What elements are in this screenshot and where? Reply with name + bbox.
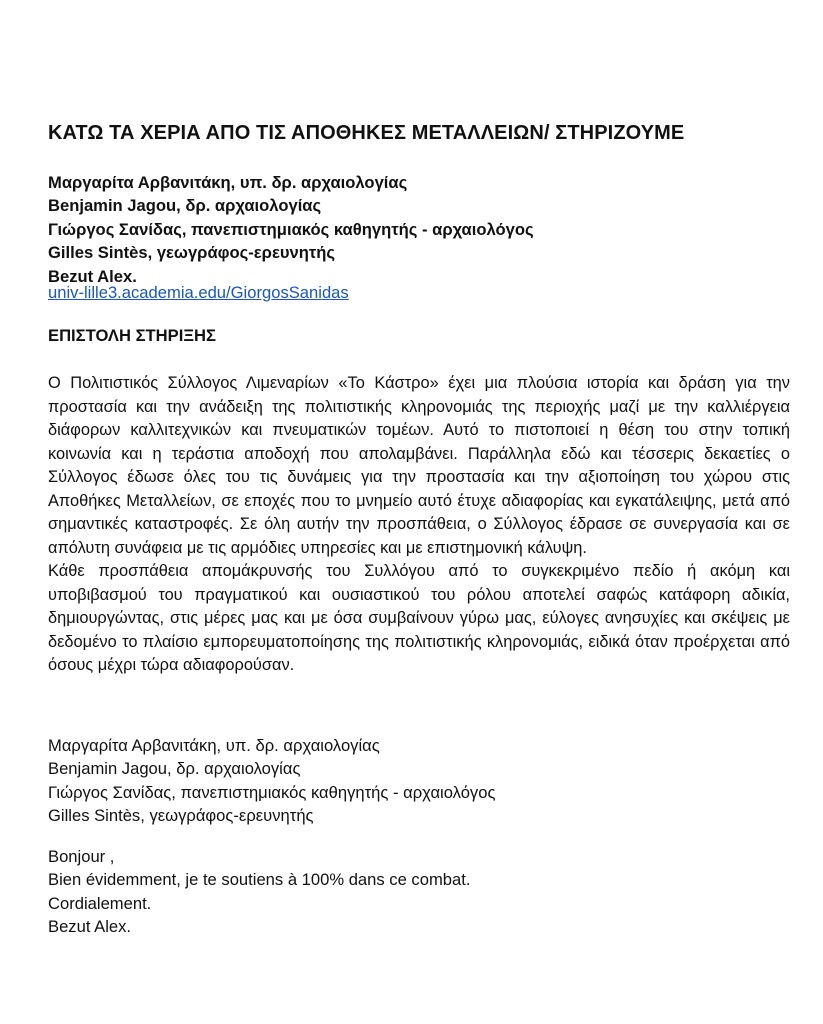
signature-line: Benjamin Jagou, δρ. αρχαιολογίας (48, 759, 301, 779)
signature-line: Γιώργος Σανίδας, πανεπιστημιακός καθηγητής - αρχαιολόγος (48, 782, 496, 802)
body-paragraph: Κάθε προσπάθεια απομάκρυνσής του Συλλόγου από το συγκεκριμένο πεδίο ή ακόμη και υποβιβασμού του πραγματικού και ουσιαστικού του ρόλου αποτελεί σαφώς κατάφορη αδικία, δημιουργώντας, στις μέρες μας και με όσα συμβαίνουν γύρω μας, εύλογες ανησυχίες και σκέψεις με δεδομένο το πλαίσιο εμπορευματοποίησης της πολιτιστικής κληρονομιάς, ειδικά όταν προέρχεται από όσους μέχρι τώρα αδιαφορούσαν. (48, 562, 790, 674)
closing-note (48, 845, 470, 939)
note-line: Bien évidemment, je te soutiens à 100% dans ce combat. (48, 870, 471, 890)
note-line: Cordialement. (48, 893, 152, 913)
signature-line: Gilles Sintès, γεωγράφος-ερευνητής (48, 806, 314, 826)
academia-link[interactable]: univ-lille3.academia.edu/GiorgosSanidas (48, 283, 349, 302)
author-line: Gilles Sintès, γεωγράφος-ερευνητής (48, 243, 336, 263)
section-heading: ΕΠΙΣΤΟΛΗ ΣΤΗΡΙΞΗΣ (48, 326, 216, 345)
author-line: Μαργαρίτα Αρβανιτάκη, υπ. δρ. αρχαιολογίας (48, 173, 408, 192)
author-list (48, 171, 534, 288)
signature-line: Μαργαρίτα Αρβανιτάκη, υπ. δρ. αρχαιολογίας (48, 736, 380, 755)
author-line: Benjamin Jagou, δρ. αρχαιολογίας (48, 196, 322, 216)
letter-body (48, 372, 790, 678)
note-line: Bonjour , (48, 847, 115, 866)
author-line: Bezut Alex. (48, 266, 137, 286)
body-paragraph: Ο Πολιτιστικός Σύλλογος Λιμεναρίων «Το Κάστρο» έχει μια πλούσια ιστορία και δράση για την προστασία και την ανάδειξη της πολιτιστικής κληρονομιάς της περιοχής μαζί με την καλλιέργεια διάφορων καλλιτεχνικών και πνευματικών τομέων. Αυτό το πιστοποιεί η θέση του στην τοπική κοινωνία και η τεράστια αποδοχή που απολαμβάνει. Παράλληλα εδώ και τέσσερις δεκαετίες ο Σύλλογος έδωσε όλες του τις δυνάμεις για την προστασία και την αξιοποίηση του χώρου στις Αποθήκες Μεταλλείων, σε εποχές που το μνημείο αυτό έτυχε αδιαφορίας και εγκατάλειψης, μετά από σημαντικές καταστροφές. Σε όλη αυτήν την προσπάθεια, ο Σύλλογος έδρασε σε συνεργασία και σε απόλυτη συνάφεια με τις αρμόδιες υπηρεσίες και με επιστημονική κάλυψη. (48, 374, 790, 557)
author-line: Γιώργος Σανίδας, πανεπιστημιακός καθηγητής - αρχαιολόγος (48, 219, 534, 239)
note-line: Bezut Alex. (48, 917, 132, 937)
signature-list (48, 734, 495, 828)
document-title: ΚΑΤΩ ΤΑ ΧΕΡΙΑ ΑΠΟ ΤΙΣ ΑΠΟΘΗΚΕΣ ΜΕΤΑΛΛΕΙΩΝ/ ΣΤΗΡΙΖΟΥΜΕ (48, 122, 685, 144)
